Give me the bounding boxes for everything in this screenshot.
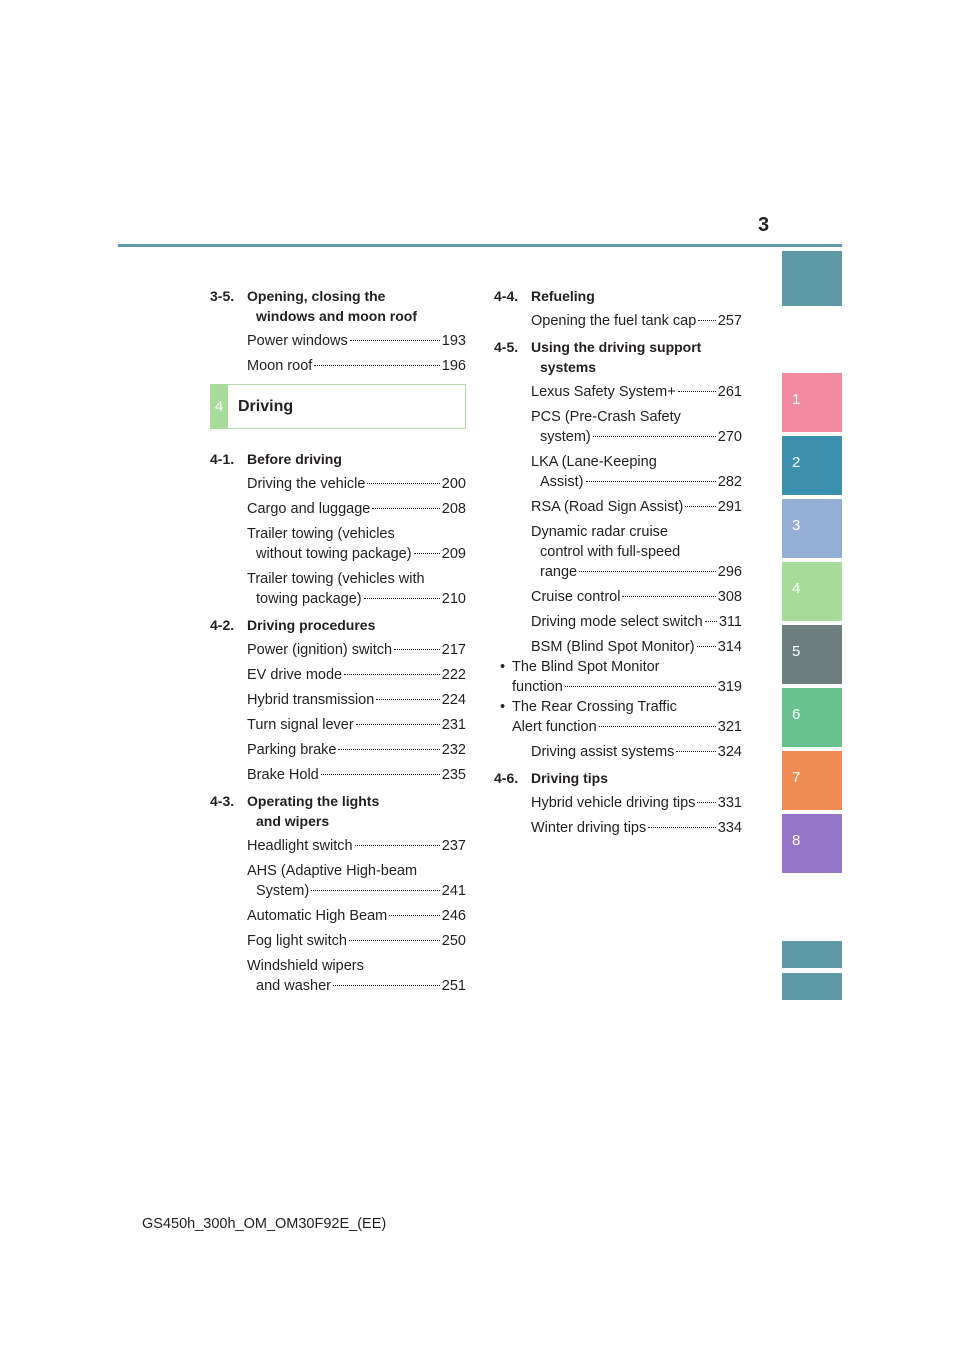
section-number: 4-5. bbox=[494, 339, 519, 355]
chapter-number: 4 bbox=[210, 384, 228, 429]
toc-section-4-3 bbox=[210, 791, 466, 996]
toc-entry[interactable]: Lexus Safety System+ 261 bbox=[531, 384, 742, 400]
toc-entry[interactable]: Opening the fuel tank cap 257 bbox=[531, 313, 742, 329]
toc-right-column bbox=[494, 286, 742, 844]
toc-entry[interactable]: Power windows 193 bbox=[247, 333, 466, 349]
toc-entry[interactable]: PCS (Pre-Crash Safety system) 270 bbox=[531, 409, 742, 445]
side-tab-index-a[interactable] bbox=[782, 941, 842, 968]
section-title: Before driving bbox=[247, 451, 342, 467]
toc-entry[interactable]: Winter driving tips 334 bbox=[531, 820, 742, 836]
toc-section-4-2 bbox=[210, 615, 466, 785]
side-tab-8[interactable]: 8 bbox=[782, 814, 842, 873]
section-title: Driving procedures bbox=[247, 617, 376, 633]
toc-sub-entry[interactable]: • The Blind Spot Monitor function 319 bbox=[500, 659, 742, 695]
toc-entry[interactable]: LKA (Lane-Keeping Assist) 282 bbox=[531, 454, 742, 490]
toc-section-4-6 bbox=[494, 768, 742, 838]
toc-section-4-4 bbox=[494, 286, 742, 331]
footer-document-code: GS450h_300h_OM_OM30F92E_(EE) bbox=[142, 1216, 387, 1232]
chapter-heading-driving[interactable] bbox=[210, 384, 466, 429]
side-tab-top[interactable] bbox=[782, 251, 842, 306]
side-tab-2[interactable]: 2 bbox=[782, 436, 842, 495]
section-title: Operating the lights and wipers bbox=[247, 793, 380, 829]
section-number: 4-1. bbox=[210, 451, 235, 467]
section-title: Opening, closing the windows and moon roof bbox=[247, 288, 417, 324]
toc-entry[interactable]: AHS (Adaptive High-beam System) 241 bbox=[247, 863, 466, 899]
toc-entry[interactable]: Turn signal lever 231 bbox=[247, 717, 466, 733]
section-number: 4-2. bbox=[210, 617, 235, 633]
toc-entry[interactable]: RSA (Road Sign Assist) 291 bbox=[531, 499, 742, 515]
toc-entry[interactable]: Hybrid vehicle driving tips 331 bbox=[531, 795, 742, 811]
section-title: Using the driving support systems bbox=[531, 339, 702, 375]
toc-entry[interactable]: Dynamic radar cruise control with full-speed range 296 bbox=[531, 524, 742, 580]
toc-section-3-5 bbox=[210, 286, 466, 376]
header-rule bbox=[118, 244, 842, 247]
toc-entry[interactable]: Moon roof 196 bbox=[247, 358, 466, 374]
side-tab-3[interactable]: 3 bbox=[782, 499, 842, 558]
section-title: Refueling bbox=[531, 288, 595, 304]
toc-section-4-5 bbox=[494, 337, 742, 762]
page-number: 3 bbox=[758, 214, 770, 236]
chapter-title: Driving bbox=[238, 397, 294, 415]
section-number: 4-6. bbox=[494, 770, 519, 786]
toc-entry[interactable]: Cruise control 308 bbox=[531, 589, 742, 605]
side-tab-index-b[interactable] bbox=[782, 973, 842, 1000]
toc-entry[interactable]: Power (ignition) switch 217 bbox=[247, 642, 466, 658]
toc-section-4-1 bbox=[210, 449, 466, 609]
side-tab-5[interactable]: 5 bbox=[782, 625, 842, 684]
side-tab-1[interactable]: 1 bbox=[782, 373, 842, 432]
toc-entry[interactable]: Driving mode select switch 311 bbox=[531, 614, 742, 630]
toc-entry[interactable]: Automatic High Beam 246 bbox=[247, 908, 466, 924]
toc-entry[interactable]: Driving assist systems 324 bbox=[531, 744, 742, 760]
side-tab-7[interactable]: 7 bbox=[782, 751, 842, 810]
toc-entry[interactable]: Driving the vehicle 200 bbox=[247, 476, 466, 492]
side-tab-6[interactable]: 6 bbox=[782, 688, 842, 747]
toc-entry[interactable]: Trailer towing (vehicles without towing package) 209 bbox=[247, 526, 466, 562]
toc-entry[interactable]: Trailer towing (vehicles with towing package) 210 bbox=[247, 571, 466, 607]
toc-entry[interactable]: Headlight switch 237 bbox=[247, 838, 466, 854]
section-number: 3-5. bbox=[210, 288, 235, 304]
side-tab-4[interactable]: 4 bbox=[782, 562, 842, 621]
toc-entry[interactable]: Cargo and luggage 208 bbox=[247, 501, 466, 517]
toc-entry[interactable]: EV drive mode 222 bbox=[247, 667, 466, 683]
toc-entry[interactable]: BSM (Blind Spot Monitor) 314 bbox=[531, 639, 742, 655]
section-number: 4-4. bbox=[494, 288, 519, 304]
toc-entry[interactable]: Fog light switch 250 bbox=[247, 933, 466, 949]
toc-sub-entry[interactable]: • The Rear Crossing Traffic Alert function 321 bbox=[500, 699, 742, 735]
toc-left-column bbox=[210, 286, 466, 1002]
section-title: Driving tips bbox=[531, 770, 609, 786]
toc-entry[interactable]: Hybrid transmission 224 bbox=[247, 692, 466, 708]
section-number: 4-3. bbox=[210, 793, 235, 809]
toc-entry[interactable]: Windshield wipers and washer 251 bbox=[247, 958, 466, 994]
toc-entry[interactable]: Parking brake 232 bbox=[247, 742, 466, 758]
toc-entry[interactable]: Brake Hold 235 bbox=[247, 767, 466, 783]
